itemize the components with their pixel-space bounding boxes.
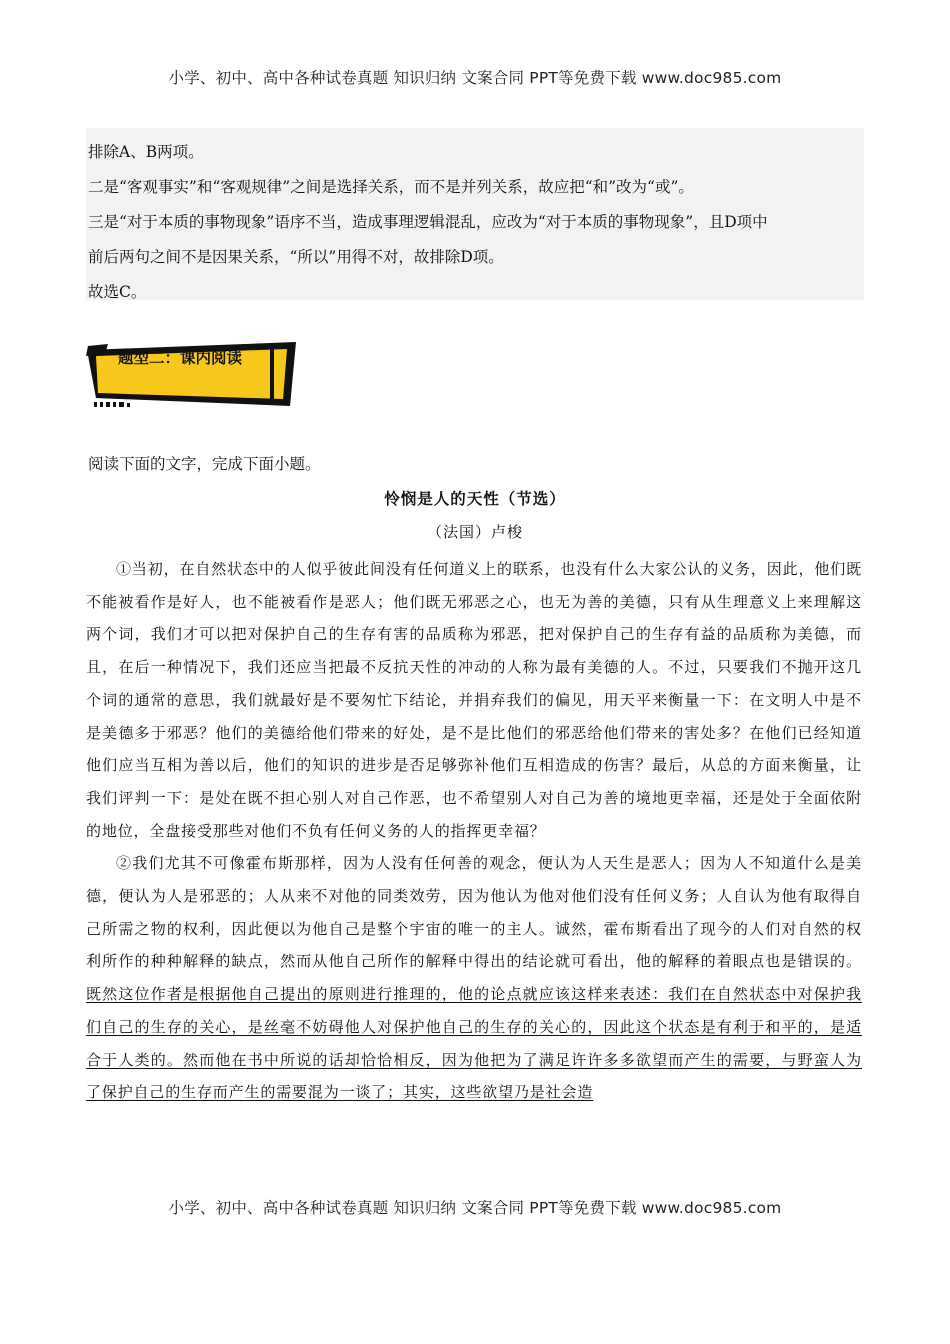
section-title: 题型二：课内阅读 — [118, 349, 243, 367]
section-banner — [84, 338, 304, 410]
article-title: 怜悯是人的天性（节选） — [384, 489, 566, 508]
answer-line: 故选C。 — [88, 283, 147, 301]
answer-line: 三是“对于本质的事物现象”语序不当，造成事理逻辑混乱，应改为“对于本质的事物现象”，且D项中 — [88, 213, 768, 231]
underlined-passage: 既然这位作者是根据他自己提出的原则进行推理的，他的论点就应该这样来表述：我们在自然状态中对保护我们自己的生存的关心，是丝毫不妨碍他人对保护他自己的生存的关心的，因此这个状态是有利于和平的，是适合于人类的。然而他在书中所说的话却恰恰相反，因为他把为了满足许许多多欲望而产生的需要，与野蛮人为了保护自己的生存而产生的需要混为一谈了；其实，这些欲望乃是社会造 — [86, 985, 862, 1102]
answer-line: 排除A、B两项。 — [88, 143, 204, 161]
answer-explanation-box — [86, 128, 864, 300]
answer-line: 二是“客观事实”和“客观规律”之间是选择关系，而不是并列关系，故应把“和”改为“或”。 — [88, 178, 694, 196]
paragraph-2-text: ②我们尤其不可像霍布斯那样，因为人没有任何善的观念，便认为人天生是恶人；因为人不知道什么是美德，便认为人是邪恶的；人从来不对他的同类效劳，因为他认为他对他们没有任何义务；人自认为他有取得自己所需之物的权利，因此便以为他自己是整个宇宙的唯一的主人。诚然，霍布斯看出了现今的人们对自然的权利所作的种种解释的缺点，然而从他自己所作的解释中得出的结论就可看出，他的解释的着眼点也是错误的。 — [86, 854, 862, 971]
reading-instruction: 阅读下面的文字，完成下面小题。 — [88, 455, 321, 473]
article-paragraph-1: ①当初，在自然状态中的人似乎彼此间没有任何道义上的联系，也没有什么大家公认的义务，因此，他们既不能被看作是好人，也不能被看作是恶人；他们既无邪恶之心，也无为善的美德，只有从生理意义上来理解这两个词，我们才可以把对保护自己的生存有害的品质称为邪恶，把对保护自己的生存有益的品质称为美德，而且，在后一种情况下，我们还应当把最不反抗天性的冲动的人称为最有美德的人。不过，只要我们不抛开这几个词的通常的意思，我们就最好是不要匆忙下结论，并捐弃我们的偏见，用天平来衡量一下：在文明人中是不是美德多于邪恶？他们的美德给他们带来的好处，是不是比他们的邪恶给他们带来的害处多？在他们已经知道他们应当互相为善以后，他们的知识的进步是否足够弥补他们互相造成的伤害？最后，从总的方面来衡量，让我们评判一下：是处在既不担心别人对自己作恶，也不希望别人对自己为善的境地更幸福，还是处于全面依附的地位，全盘接受那些对他们不负有任何义务的人的指挥更幸福？ — [86, 560, 862, 840]
article-paragraph-2 — [86, 847, 862, 1109]
answer-line: 前后两句之间不是因果关系，“所以”用得不对，故排除D项。 — [88, 248, 504, 266]
page-footer: 小学、初中、高中各种试卷真题 知识归纳 文案合同 PPT等免费下载 www.doc985.com — [168, 1199, 782, 1217]
page-header: 小学、初中、高中各种试卷真题 知识归纳 文案合同 PPT等免费下载 www.doc985.com — [168, 69, 782, 87]
article-body — [86, 553, 862, 1109]
article-author: （法国）卢梭 — [426, 523, 523, 541]
